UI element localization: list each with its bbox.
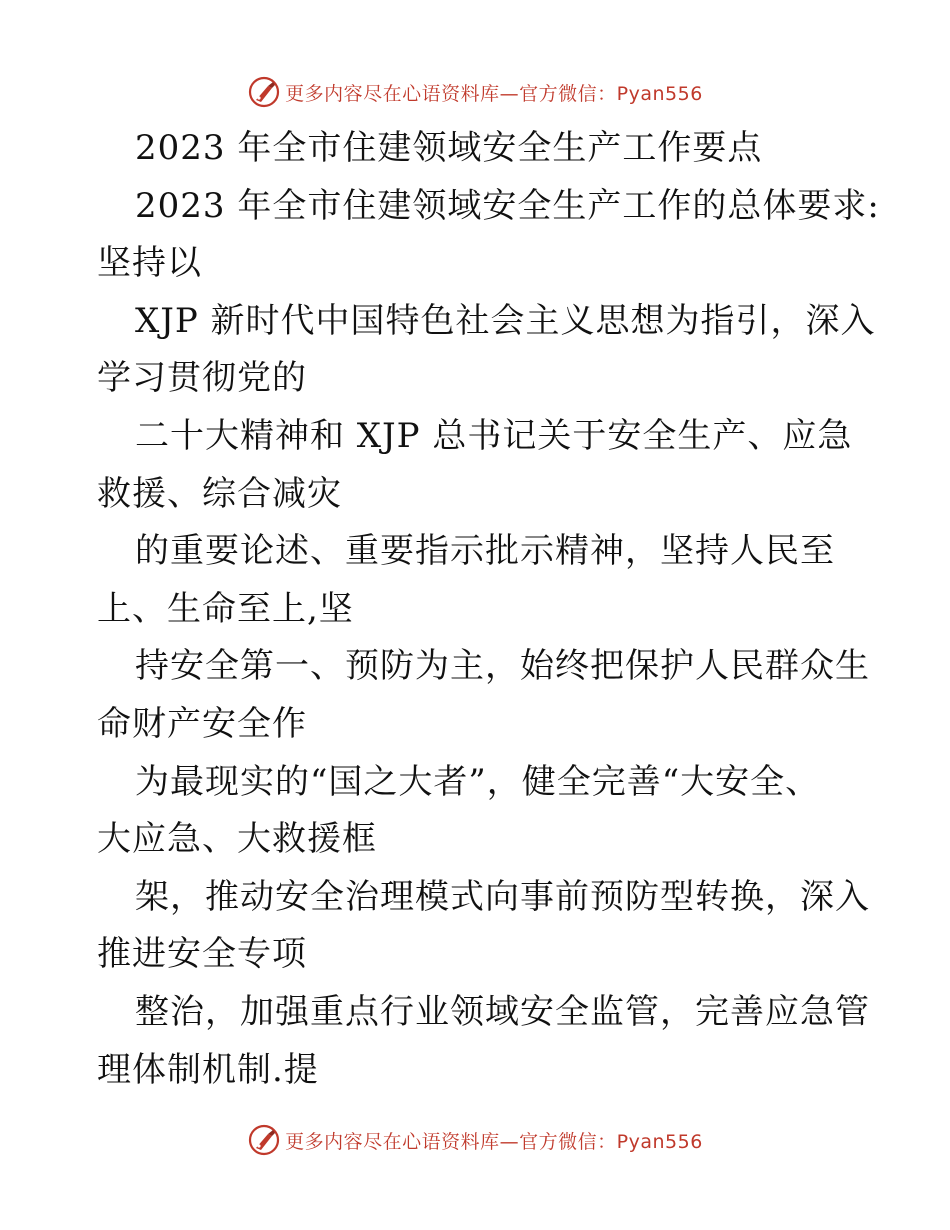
text-line: 2023 年全市住建领域安全生产工作要点: [135, 128, 763, 168]
header-watermark: [0, 72, 950, 112]
text-line: 坚持以: [97, 243, 202, 284]
text-line: 2023 年全市住建领域安全生产工作的总体要求:: [135, 185, 880, 226]
text-line: 学习贯彻党的: [97, 358, 307, 399]
text-line: 持安全第一、预防为主，始终把保护人民群众生: [135, 646, 870, 687]
text-line: 救援、综合减灾: [97, 473, 342, 514]
text-line: 二十大精神和 XJP 总书记关于安全生产、应急: [135, 415, 853, 456]
text-line: 的重要论述、重要指示批示精神，坚持人民至: [135, 531, 835, 572]
text-line: 命财产安全作: [97, 703, 307, 744]
watermark-text: 更多内容尽在心语资料库—官方微信：Pyan556: [285, 1130, 703, 1153]
text-line: 架，推动安全治理模式向事前预防型转换，深入: [135, 876, 870, 917]
pen-nib-circle-icon: [247, 1123, 281, 1157]
text-line: 理体制机制.提: [97, 1049, 319, 1090]
watermark-text: 更多内容尽在心语资料库—官方微信：Pyan556: [285, 82, 703, 105]
pen-nib-circle-icon: [247, 75, 281, 109]
text-line: 推进安全专项: [97, 934, 307, 975]
text-line: 大应急、大救援框: [97, 819, 377, 860]
text-line: 整治，加强重点行业领域安全监管，完善应急管: [135, 991, 870, 1032]
text-line: 上、生命至上,坚: [97, 588, 354, 629]
document-body: [97, 120, 880, 1099]
text-line: XJP 新时代中国特色社会主义思想为指引，深入: [135, 300, 876, 341]
footer-watermark: [0, 1120, 950, 1160]
text-line: 为最现实的“国之大者”，健全完善“大安全、: [135, 761, 821, 802]
